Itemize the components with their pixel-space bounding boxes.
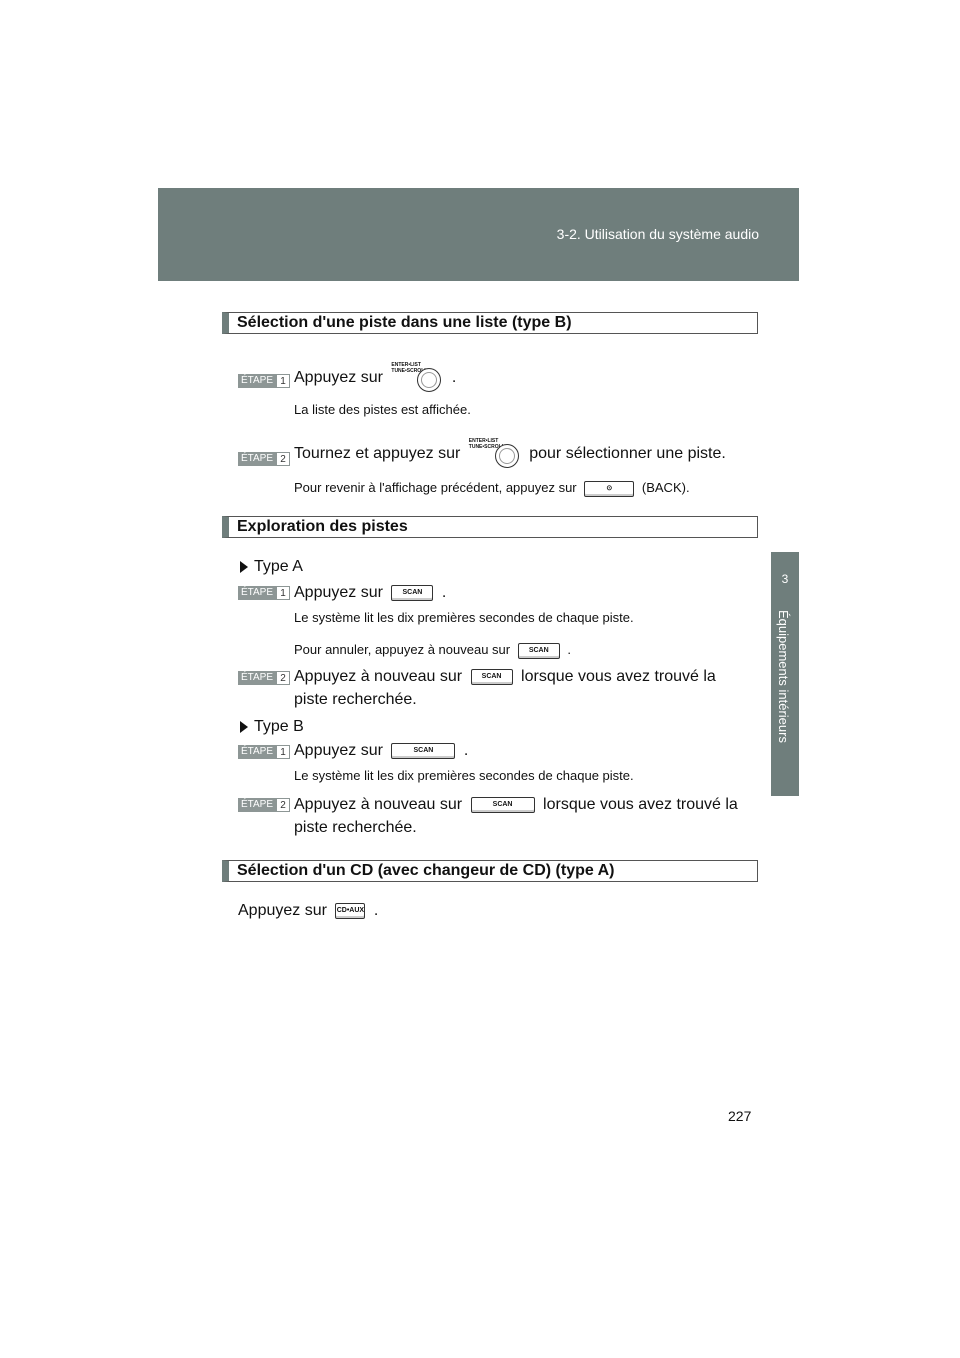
tune-knob-icon (391, 362, 443, 394)
step-text: Appuyez à nouveau sur SCAN lorsque vous avez trouvé la (294, 796, 738, 813)
step-badge (238, 671, 290, 685)
back-button-icon: ⊙ (584, 481, 634, 497)
step-label: ÉTAPE (238, 586, 276, 600)
step-note: Pour annuler, appuyez à nouveau sur SCAN . (294, 642, 571, 657)
step-badge (238, 745, 290, 759)
step-text-a: Tournez et appuyez sur (294, 445, 461, 463)
step-text-continued: piste recherchée. (294, 691, 417, 708)
step-note: Pour revenir à l'affichage précédent, appuyez sur ⊙ (BACK). (294, 480, 690, 495)
step-text-b: . (451, 369, 457, 387)
step-text: Appuyez sur SCAN . (294, 742, 469, 759)
step-label: ÉTAPE (238, 745, 276, 759)
chapter-side-tab (771, 552, 799, 796)
arrow-right-icon (240, 561, 248, 573)
step-text (294, 438, 726, 470)
knob-caption: ENTER•LIST TUNE•SCROLL (391, 362, 428, 374)
step-badge (238, 452, 290, 466)
step-number: 2 (276, 452, 290, 466)
chapter-number: 3 (781, 572, 789, 586)
step-label: ÉTAPE (238, 374, 276, 388)
step-text-b: pour sélectionner une piste. (529, 445, 726, 463)
step-number: 1 (276, 374, 290, 388)
step-text-a: Appuyez sur (294, 369, 383, 387)
step-note: Le système lit les dix premières secondes de chaque piste. (294, 768, 634, 783)
page-number: 227 (728, 1108, 752, 1124)
step-label: ÉTAPE (238, 798, 276, 812)
arrow-right-icon (240, 721, 248, 733)
step-label: ÉTAPE (238, 452, 276, 466)
step-badge (238, 798, 290, 812)
scan-button-icon: SCAN (471, 669, 513, 685)
type-a-label: Type A (240, 558, 303, 576)
section-heading-track-list: Sélection d'une piste dans une liste (type B) (222, 312, 758, 334)
chapter-header (158, 188, 799, 281)
scan-button-icon: SCAN (391, 585, 433, 601)
step-text-continued: piste recherchée. (294, 819, 417, 836)
knob-circle (417, 368, 441, 392)
cd-aux-button-icon: CD•AUX (335, 903, 365, 919)
step-note: La liste des pistes est affichée. (294, 402, 471, 417)
knob-circle (495, 444, 519, 468)
scan-button-icon: SCAN (518, 643, 560, 659)
step-note: Le système lit les dix premières secondes de chaque piste. (294, 610, 634, 625)
step-badge (238, 586, 290, 600)
step-text: Appuyez à nouveau sur SCAN lorsque vous avez trouvé la (294, 668, 716, 685)
step-number: 1 (276, 745, 290, 759)
scan-button-icon: SCAN (391, 743, 455, 759)
section-heading-scan: Exploration des pistes (222, 516, 758, 538)
section-heading-cd-select: Sélection d'un CD (avec changeur de CD) (type A) (222, 860, 758, 882)
instruction-text: Appuyez sur CD•AUX . (238, 902, 379, 919)
type-b-label: Type B (240, 718, 304, 736)
scan-button-icon: SCAN (471, 797, 535, 813)
tune-knob-icon (469, 438, 521, 470)
step-text: Appuyez sur SCAN . (294, 584, 447, 601)
knob-caption: ENTER•LIST TUNE•SCROLL (468, 438, 505, 450)
step-number: 1 (276, 586, 290, 600)
step-label: ÉTAPE (238, 671, 276, 685)
step-number: 2 (276, 671, 290, 685)
chapter-title: 3-2. Utilisation du système audio (556, 226, 759, 242)
chapter-tab-label: Équipements intérieurs (776, 610, 791, 743)
step-badge (238, 374, 290, 388)
step-text (294, 362, 456, 394)
step-number: 2 (276, 798, 290, 812)
